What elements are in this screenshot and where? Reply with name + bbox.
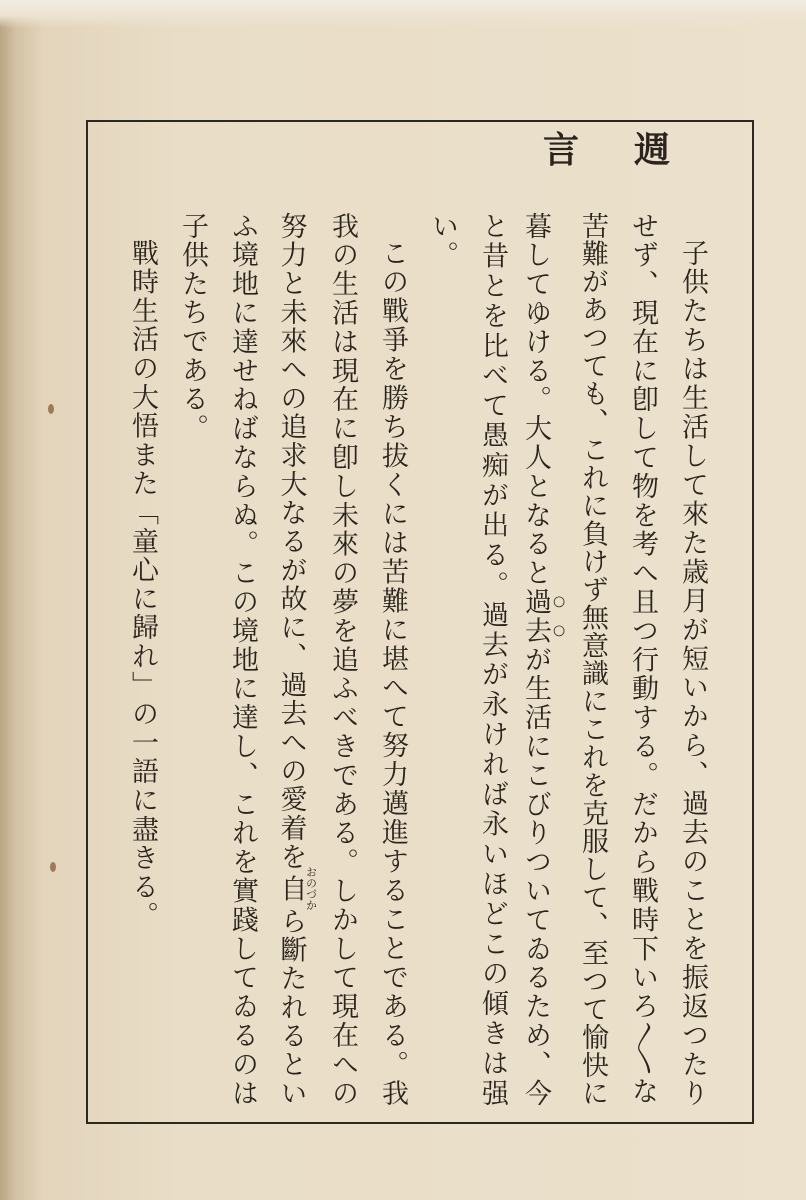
article-body [117, 212, 717, 1106]
text-column: 苦難があつても、これに負けず無意識にこれを克服して、至つて愉快に [577, 212, 608, 1106]
text-column: この戰爭を勝ち拔くには苦難に堪へて努力邁進することである。我 [377, 239, 408, 1106]
text-column: 子供たちは生活して來た歳月が短いから、過去のことを振返つたり [677, 239, 708, 1106]
text-column: ふ境地に達せねばならぬ。この境地に達し、これを實踐してゐるのは [227, 212, 258, 1106]
ruby-base: 自 [275, 866, 307, 911]
paper-stain [48, 404, 54, 414]
emphasized-text: 過去 [520, 587, 551, 646]
paper-stain [50, 862, 56, 872]
text-column: 我の生活は現在に卽し未來の夢を追ふべきである。しかして現在への [327, 212, 358, 1106]
text-segment: が生活にこびりついてゐるため、今 [520, 645, 551, 1107]
page-top-edge [0, 0, 806, 28]
ruby-reading: おのづか [304, 866, 318, 911]
ruby-annotation [275, 866, 318, 911]
text-segment: 暮してゆける。大人となると [520, 212, 551, 588]
text-column [517, 212, 567, 1106]
text-column [267, 212, 317, 1106]
article-title: 週言 [542, 129, 725, 171]
text-column: い。 [427, 212, 458, 270]
text-segment: 努力と未來への追求大なるが故に、過去への愛着を [275, 212, 307, 872]
text-column: 子供たちである。 [177, 212, 208, 443]
text-segment: ら斷たれるとい [275, 905, 307, 1107]
text-column: 戰時生活の大悟また「童心に歸れ」の一語に盡きる。 [127, 239, 158, 931]
text-column: せず、現在に卽して物を考へ且つ行動する。だから戰時下いろ〳〵な [627, 212, 658, 1106]
text-column: と昔とを比べて愚痴が出る。過去が永ければ永いほどこの傾きは强 [477, 212, 508, 1106]
